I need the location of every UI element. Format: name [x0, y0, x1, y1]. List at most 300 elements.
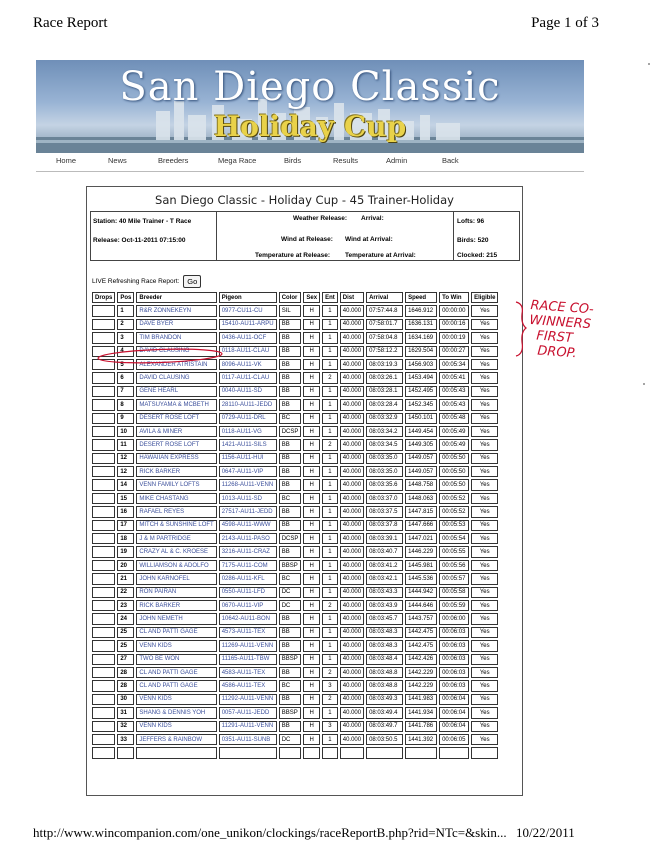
- cell-pigeon[interactable]: 11165-AU11-TBW: [219, 654, 277, 665]
- cell-speed: 1442.229: [405, 667, 437, 678]
- cell-pigeon[interactable]: 0647-AU11-VIP: [219, 466, 277, 477]
- cell-speed: 1447.815: [405, 506, 437, 517]
- cell-breeder[interactable]: VENN FAMILY LOFTS: [136, 479, 216, 490]
- cell-sex: H: [303, 640, 320, 651]
- cell-pigeon[interactable]: 4583-AU11-TEX: [219, 667, 277, 678]
- cell-dist: 40.000: [340, 479, 364, 490]
- cell-breeder[interactable]: WILLIAMSON & ADOLFO: [136, 560, 216, 571]
- cell-speed: 1447.666: [405, 520, 437, 531]
- cell-dist: 40.000: [340, 466, 364, 477]
- cell-to-win: 00:00:16: [439, 319, 469, 330]
- temp-release-label: Temperature at Release:: [255, 252, 331, 259]
- table-row: [92, 640, 498, 651]
- table-row: [92, 439, 498, 450]
- cell-arrival: 08:03:37.8: [366, 520, 403, 531]
- cell-pigeon[interactable]: 11268-AU11-VENN: [219, 479, 277, 490]
- cell-ent: 2: [322, 667, 338, 678]
- cell-eligible: Yes: [471, 520, 498, 531]
- cell-breeder[interactable]: RICK BARKER: [136, 600, 216, 611]
- cell-eligible: Yes: [471, 439, 498, 450]
- cell-sex: H: [303, 399, 320, 410]
- cell-color: DCSP: [279, 426, 302, 437]
- cell-sex: H: [303, 680, 320, 691]
- nav-back[interactable]: Back: [442, 156, 459, 165]
- cell-breeder[interactable]: CL AND PATTI GAGE: [136, 680, 216, 691]
- cell-pigeon[interactable]: 0436-AU11-OCF: [219, 332, 277, 343]
- cell-sex: H: [303, 305, 320, 316]
- table-row: [92, 613, 498, 624]
- site-nav: [36, 153, 584, 172]
- cell-pos: 25: [117, 640, 134, 651]
- cell-breeder[interactable]: ALEXANDER ATRISTAIN: [136, 359, 216, 370]
- cell-pigeon[interactable]: 15410-AU11-ARPU: [219, 319, 277, 330]
- nav-results[interactable]: Results: [333, 156, 359, 165]
- cell-arrival: 08:03:45.7: [366, 613, 403, 624]
- cell-dist: 40.000: [340, 413, 364, 424]
- cell-sex: H: [303, 654, 320, 665]
- cell-breeder[interactable]: JEFFERS & RAINBOW: [136, 734, 216, 745]
- cell-to-win: 00:05:52: [439, 506, 469, 517]
- cell-pigeon[interactable]: 8096-AU11-VK: [219, 359, 277, 370]
- cell-breeder[interactable]: JOHN NEMETH: [136, 613, 216, 624]
- cell-arrival: 08:03:37.0: [366, 493, 403, 504]
- cell-pos: 15: [117, 493, 134, 504]
- table-row: [92, 600, 498, 611]
- cell-pos: 25: [117, 627, 134, 638]
- cell-dist: 40.000: [340, 654, 364, 665]
- cell-dist: 40.000: [340, 560, 364, 571]
- cell-pos: 11: [117, 439, 134, 450]
- cell-pos: 8: [117, 399, 134, 410]
- cell-dist: 40.000: [340, 600, 364, 611]
- cell-sex: H: [303, 613, 320, 624]
- cell-sex: H: [303, 506, 320, 517]
- cell-breeder[interactable]: JOHN KARNOFEL: [136, 573, 216, 584]
- cell-pigeon[interactable]: 1421-AU11-SILS: [219, 439, 277, 450]
- cell-dist: 40.000: [340, 680, 364, 691]
- cell-color: BB: [279, 332, 302, 343]
- wind-arrival-label: Wind at Arrival:: [345, 236, 393, 243]
- cell-pigeon[interactable]: 0670-AU11-VIP: [219, 600, 277, 611]
- cell-breeder[interactable]: TIM BRANDON: [136, 332, 216, 343]
- cell-eligible: Yes: [471, 319, 498, 330]
- weather-arrival-label: Arrival:: [361, 215, 384, 222]
- cell-drops: [92, 680, 115, 691]
- cell-pigeon[interactable]: 0286-AU11-KFL: [219, 573, 277, 584]
- cell-eligible: Yes: [471, 493, 498, 504]
- cell-breeder[interactable]: VENN KIDS: [136, 640, 216, 651]
- cell-to-win: 00:05:58: [439, 587, 469, 598]
- cell-dist: 40.000: [340, 587, 364, 598]
- nav-home[interactable]: Home: [56, 156, 77, 165]
- cell-pigeon[interactable]: 11291-AU11-VENN: [219, 721, 277, 732]
- print-footer-date: 10/22/2011: [516, 825, 575, 840]
- cell-color: SIL: [279, 305, 302, 316]
- cell-ent: 1: [322, 560, 338, 571]
- station-cell: [91, 212, 217, 260]
- cell-eligible: Yes: [471, 546, 498, 557]
- cell-dist: 40.000: [340, 493, 364, 504]
- cell-breeder[interactable]: MIKE CHASTANG: [136, 493, 216, 504]
- cell-color: BB: [279, 520, 302, 531]
- cell-pigeon[interactable]: 0550-AU11-LFD: [219, 587, 277, 598]
- table-row: [92, 587, 498, 598]
- cell-pigeon[interactable]: 1013-AU11-SD: [219, 493, 277, 504]
- site-banner: [36, 60, 584, 153]
- cell-ent: 1: [322, 332, 338, 343]
- cell-pigeon[interactable]: 1156-AU11-HUI: [219, 453, 277, 464]
- cell-color: BBSP: [279, 654, 302, 665]
- cell-drops: [92, 493, 115, 504]
- cell-breeder[interactable]: DAVID CLAUSING: [136, 372, 216, 383]
- banner-subtitle: Holiday Cup: [213, 110, 407, 143]
- cell-eligible: Yes: [471, 694, 498, 705]
- cell-to-win: 00:05:52: [439, 493, 469, 504]
- cell-breeder[interactable]: R&R ZONNEKEYN: [136, 305, 216, 316]
- cell-color: BB: [279, 506, 302, 517]
- cell-dist: 40.000: [340, 640, 364, 651]
- empty-cell: [439, 747, 469, 758]
- cell-ent: 1: [322, 546, 338, 557]
- cell-breeder[interactable]: CL AND PATTI GAGE: [136, 667, 216, 678]
- cell-color: BB: [279, 346, 302, 357]
- cell-pigeon[interactable]: 0977-CU11-CU: [219, 305, 277, 316]
- cell-pos: 17: [117, 520, 134, 531]
- cell-breeder[interactable]: J & M PARTRIDGE: [136, 533, 216, 544]
- cell-pos: 10: [117, 426, 134, 437]
- table-row: [92, 479, 498, 490]
- cell-sex: H: [303, 667, 320, 678]
- cell-ent: 1: [322, 305, 338, 316]
- empty-cell: [117, 747, 134, 758]
- cell-eligible: Yes: [471, 721, 498, 732]
- cell-speed: 1646.912: [405, 305, 437, 316]
- cell-drops: [92, 667, 115, 678]
- cell-breeder[interactable]: DAVE BYER: [136, 319, 216, 330]
- cell-pigeon[interactable]: 10642-AU11-BON: [219, 613, 277, 624]
- go-button[interactable]: Go: [183, 275, 201, 288]
- cell-drops: [92, 600, 115, 611]
- empty-cell: [303, 747, 320, 758]
- cell-breeder[interactable]: CL AND PATTI GAGE: [136, 627, 216, 638]
- cell-ent: 1: [322, 346, 338, 357]
- cell-pigeon[interactable]: 2143-AU11-PASO: [219, 533, 277, 544]
- cell-pigeon[interactable]: 28110-AU11-JEDD: [219, 399, 277, 410]
- cell-eligible: Yes: [471, 560, 498, 571]
- cell-eligible: Yes: [471, 399, 498, 410]
- cell-arrival: 08:03:50.5: [366, 734, 403, 745]
- cell-breeder[interactable]: MITCH & SUNSHINE LOFT: [136, 520, 216, 531]
- cell-breeder[interactable]: CRAZY AL & C. KROESE: [136, 546, 216, 557]
- cell-dist: 40.000: [340, 573, 364, 584]
- temp-arrival-label: Temperature at Arrival:: [345, 252, 416, 259]
- annotation-line: WINNERS: [528, 312, 592, 333]
- cell-arrival: 08:03:39.1: [366, 533, 403, 544]
- cell-breeder[interactable]: DESERT ROSE LOFT: [136, 413, 216, 424]
- cell-ent: 1: [322, 426, 338, 437]
- cell-pigeon[interactable]: 11269-AU11-VENN: [219, 640, 277, 651]
- cell-ent: 1: [322, 573, 338, 584]
- cell-sex: H: [303, 627, 320, 638]
- empty-cell: [405, 747, 437, 758]
- cell-color: BC: [279, 573, 302, 584]
- cell-speed: 1456.903: [405, 359, 437, 370]
- cell-to-win: 00:05:53: [439, 520, 469, 531]
- cell-arrival: 08:03:42.1: [366, 573, 403, 584]
- cell-breeder[interactable]: DAVID CLAUSING: [136, 346, 216, 357]
- cell-pos: 27: [117, 654, 134, 665]
- cell-drops: [92, 573, 115, 584]
- cell-arrival: 08:03:49.3: [366, 694, 403, 705]
- column-header: Ent: [322, 292, 338, 303]
- cell-pigeon[interactable]: 0057-AU11-JEDD: [219, 707, 277, 718]
- cell-to-win: 00:05:50: [439, 479, 469, 490]
- cell-eligible: Yes: [471, 386, 498, 397]
- cell-dist: 40.000: [340, 546, 364, 557]
- cell-ent: 1: [322, 533, 338, 544]
- cell-arrival: 08:03:35.0: [366, 466, 403, 477]
- cell-arrival: 08:03:35.0: [366, 453, 403, 464]
- cell-ent: 1: [322, 386, 338, 397]
- cell-breeder[interactable]: SHANG & DENNIS YOH: [136, 707, 216, 718]
- cell-pos: 9: [117, 413, 134, 424]
- cell-drops: [92, 721, 115, 732]
- cell-pigeon[interactable]: 4573-AU11-TEX: [219, 627, 277, 638]
- table-row: [92, 680, 498, 691]
- cell-breeder[interactable]: HAWAIIAN EXPRESS: [136, 453, 216, 464]
- cell-sex: H: [303, 439, 320, 450]
- table-row: [92, 426, 498, 437]
- cell-to-win: 00:05:43: [439, 386, 469, 397]
- cell-arrival: 07:58:12.2: [366, 346, 403, 357]
- cell-speed: 1448.063: [405, 493, 437, 504]
- cell-arrival: 08:03:48.8: [366, 680, 403, 691]
- cell-speed: 1636.131: [405, 319, 437, 330]
- cell-pigeon[interactable]: 0118-AU11-VG: [219, 426, 277, 437]
- cell-color: BB: [279, 627, 302, 638]
- table-row: [92, 533, 498, 544]
- cell-speed: 1445.981: [405, 560, 437, 571]
- cell-drops: [92, 587, 115, 598]
- cell-dist: 40.000: [340, 707, 364, 718]
- cell-ent: 1: [322, 466, 338, 477]
- cell-speed: 1450.101: [405, 413, 437, 424]
- cell-ent: 1: [322, 654, 338, 665]
- cell-color: BB: [279, 439, 302, 450]
- cell-color: BB: [279, 386, 302, 397]
- cell-to-win: 00:06:03: [439, 680, 469, 691]
- cell-sex: H: [303, 359, 320, 370]
- hand-drawn-bracket: [514, 300, 528, 358]
- column-header: Drops: [92, 292, 115, 303]
- nav-news[interactable]: News: [108, 156, 127, 165]
- cell-pigeon[interactable]: 0729-AU11-DRL: [219, 413, 277, 424]
- cell-breeder[interactable]: DESERT ROSE LOFT: [136, 439, 216, 450]
- cell-breeder[interactable]: RICK BARKER: [136, 466, 216, 477]
- column-header: Speed: [405, 292, 437, 303]
- clocked-count: Clocked: 215: [457, 252, 498, 259]
- cell-breeder[interactable]: RAFAEL REYES: [136, 506, 216, 517]
- cell-dist: 40.000: [340, 426, 364, 437]
- cell-to-win: 00:05:49: [439, 426, 469, 437]
- cell-pos: 5: [117, 359, 134, 370]
- cell-color: BB: [279, 546, 302, 557]
- cell-sex: H: [303, 560, 320, 571]
- cell-pigeon[interactable]: 4598-AU11-WWW: [219, 520, 277, 531]
- cell-pigeon[interactable]: 27517-AU11-JEDD: [219, 506, 277, 517]
- cell-sex: H: [303, 413, 320, 424]
- cell-pigeon[interactable]: 7175-AU11-COM: [219, 560, 277, 571]
- nav-breeders[interactable]: Breeders: [158, 156, 189, 165]
- cell-speed: 1445.536: [405, 573, 437, 584]
- cell-eligible: Yes: [471, 600, 498, 611]
- cell-to-win: 00:05:50: [439, 453, 469, 464]
- cell-pos: 16: [117, 506, 134, 517]
- cell-to-win: 00:05:54: [439, 533, 469, 544]
- cell-color: DC: [279, 734, 302, 745]
- cell-pos: 32: [117, 721, 134, 732]
- cell-eligible: Yes: [471, 426, 498, 437]
- cell-pos: 21: [117, 573, 134, 584]
- cell-eligible: Yes: [471, 453, 498, 464]
- cell-to-win: 00:05:49: [439, 439, 469, 450]
- column-header: Arrival: [366, 292, 403, 303]
- cell-arrival: 07:57:44.8: [366, 305, 403, 316]
- cell-ent: 1: [322, 319, 338, 330]
- cell-pigeon[interactable]: 11292-AU11-VENN: [219, 694, 277, 705]
- cell-sex: H: [303, 372, 320, 383]
- cell-sex: H: [303, 332, 320, 343]
- table-row: [92, 667, 498, 678]
- table-row: [92, 399, 498, 410]
- cell-color: BB: [279, 694, 302, 705]
- cell-drops: [92, 506, 115, 517]
- empty-cell: [279, 747, 302, 758]
- cell-pos: 24: [117, 613, 134, 624]
- cell-to-win: 00:05:43: [439, 399, 469, 410]
- cell-pigeon[interactable]: 0118-AU11-CLAU: [219, 346, 277, 357]
- cell-eligible: Yes: [471, 627, 498, 638]
- cell-pos: 4: [117, 346, 134, 357]
- cell-drops: [92, 426, 115, 437]
- cell-dist: 40.000: [340, 439, 364, 450]
- live-refresh-label: LIVE Refreshing Race Report:: [92, 278, 180, 286]
- cell-color: BB: [279, 613, 302, 624]
- banner-title: San Diego Classic: [119, 64, 501, 110]
- cell-pos: 2: [117, 319, 134, 330]
- cell-ent: 1: [322, 413, 338, 424]
- cell-eligible: Yes: [471, 654, 498, 665]
- cell-ent: 1: [322, 493, 338, 504]
- race-report-panel: [86, 186, 523, 796]
- cell-arrival: 08:03:35.6: [366, 479, 403, 490]
- table-row: [92, 332, 498, 343]
- table-row: [92, 627, 498, 638]
- cell-breeder[interactable]: TWO BE WON: [136, 654, 216, 665]
- empty-cell: [136, 747, 216, 758]
- empty-cell: [366, 747, 403, 758]
- cell-breeder[interactable]: MATSUYAMA & MCBETH: [136, 399, 216, 410]
- cell-to-win: 00:06:04: [439, 707, 469, 718]
- cell-drops: [92, 707, 115, 718]
- cell-arrival: 07:58:04.8: [366, 332, 403, 343]
- cell-ent: 1: [322, 453, 338, 464]
- cell-ent: 1: [322, 359, 338, 370]
- cell-breeder[interactable]: VENN KIDS: [136, 694, 216, 705]
- cell-pigeon[interactable]: 0040-AU11-SD: [219, 386, 277, 397]
- cell-sex: H: [303, 707, 320, 718]
- cell-drops: [92, 734, 115, 745]
- cell-pos: 12: [117, 453, 134, 464]
- cell-color: BB: [279, 667, 302, 678]
- counts-cell: [454, 212, 518, 260]
- station-label: Station: 40 Mile Trainer - T Race: [93, 218, 192, 225]
- column-header: To Win: [439, 292, 469, 303]
- cell-sex: H: [303, 466, 320, 477]
- cell-eligible: Yes: [471, 359, 498, 370]
- cell-sex: H: [303, 694, 320, 705]
- table-row: [92, 319, 498, 330]
- cell-sex: H: [303, 533, 320, 544]
- cell-pos: 28: [117, 680, 134, 691]
- cell-pigeon[interactable]: 0117-AU11-CLAU: [219, 372, 277, 383]
- cell-arrival: 08:03:49.7: [366, 721, 403, 732]
- cell-ent: 3: [322, 721, 338, 732]
- cell-sex: H: [303, 573, 320, 584]
- scan-speck: [643, 383, 645, 385]
- race-info-box: [90, 211, 520, 261]
- table-row: [92, 694, 498, 705]
- cell-color: BBSP: [279, 560, 302, 571]
- cell-drops: [92, 627, 115, 638]
- table-row: [92, 546, 498, 557]
- cell-to-win: 00:06:00: [439, 613, 469, 624]
- cell-ent: 1: [322, 613, 338, 624]
- cell-to-win: 00:00:19: [439, 332, 469, 343]
- cell-speed: 1442.426: [405, 654, 437, 665]
- cell-pigeon[interactable]: 0351-AU11-SUNB: [219, 734, 277, 745]
- cell-ent: 3: [322, 680, 338, 691]
- nav-admin[interactable]: Admin: [386, 156, 408, 165]
- cell-pos: 20: [117, 560, 134, 571]
- cell-breeder[interactable]: AVILA & MINER: [136, 426, 216, 437]
- cell-sex: H: [303, 546, 320, 557]
- cell-dist: 40.000: [340, 319, 364, 330]
- cell-pigeon[interactable]: 3216-AU11-CRAZ: [219, 546, 277, 557]
- nav-birds[interactable]: Birds: [284, 156, 302, 165]
- cell-sex: H: [303, 346, 320, 357]
- cell-dist: 40.000: [340, 694, 364, 705]
- cell-pigeon[interactable]: 4586-AU11-TEX: [219, 680, 277, 691]
- cell-to-win: 00:05:41: [439, 372, 469, 383]
- cell-breeder[interactable]: RON PAIRAN: [136, 587, 216, 598]
- cell-breeder[interactable]: VENN KIDS: [136, 721, 216, 732]
- lofts-count: Lofts: 96: [457, 218, 485, 225]
- cell-breeder[interactable]: GENE HEARL: [136, 386, 216, 397]
- scan-speck: [648, 63, 650, 65]
- column-header: Breeder: [136, 292, 216, 303]
- cell-drops: [92, 520, 115, 531]
- table-header-row: [92, 292, 498, 303]
- cell-sex: H: [303, 386, 320, 397]
- cell-speed: 1452.345: [405, 399, 437, 410]
- table-row: [92, 305, 498, 316]
- cell-drops: [92, 453, 115, 464]
- table-row: [92, 493, 498, 504]
- cell-drops: [92, 399, 115, 410]
- empty-cell: [340, 747, 364, 758]
- nav-mega-race[interactable]: Mega Race: [218, 156, 257, 165]
